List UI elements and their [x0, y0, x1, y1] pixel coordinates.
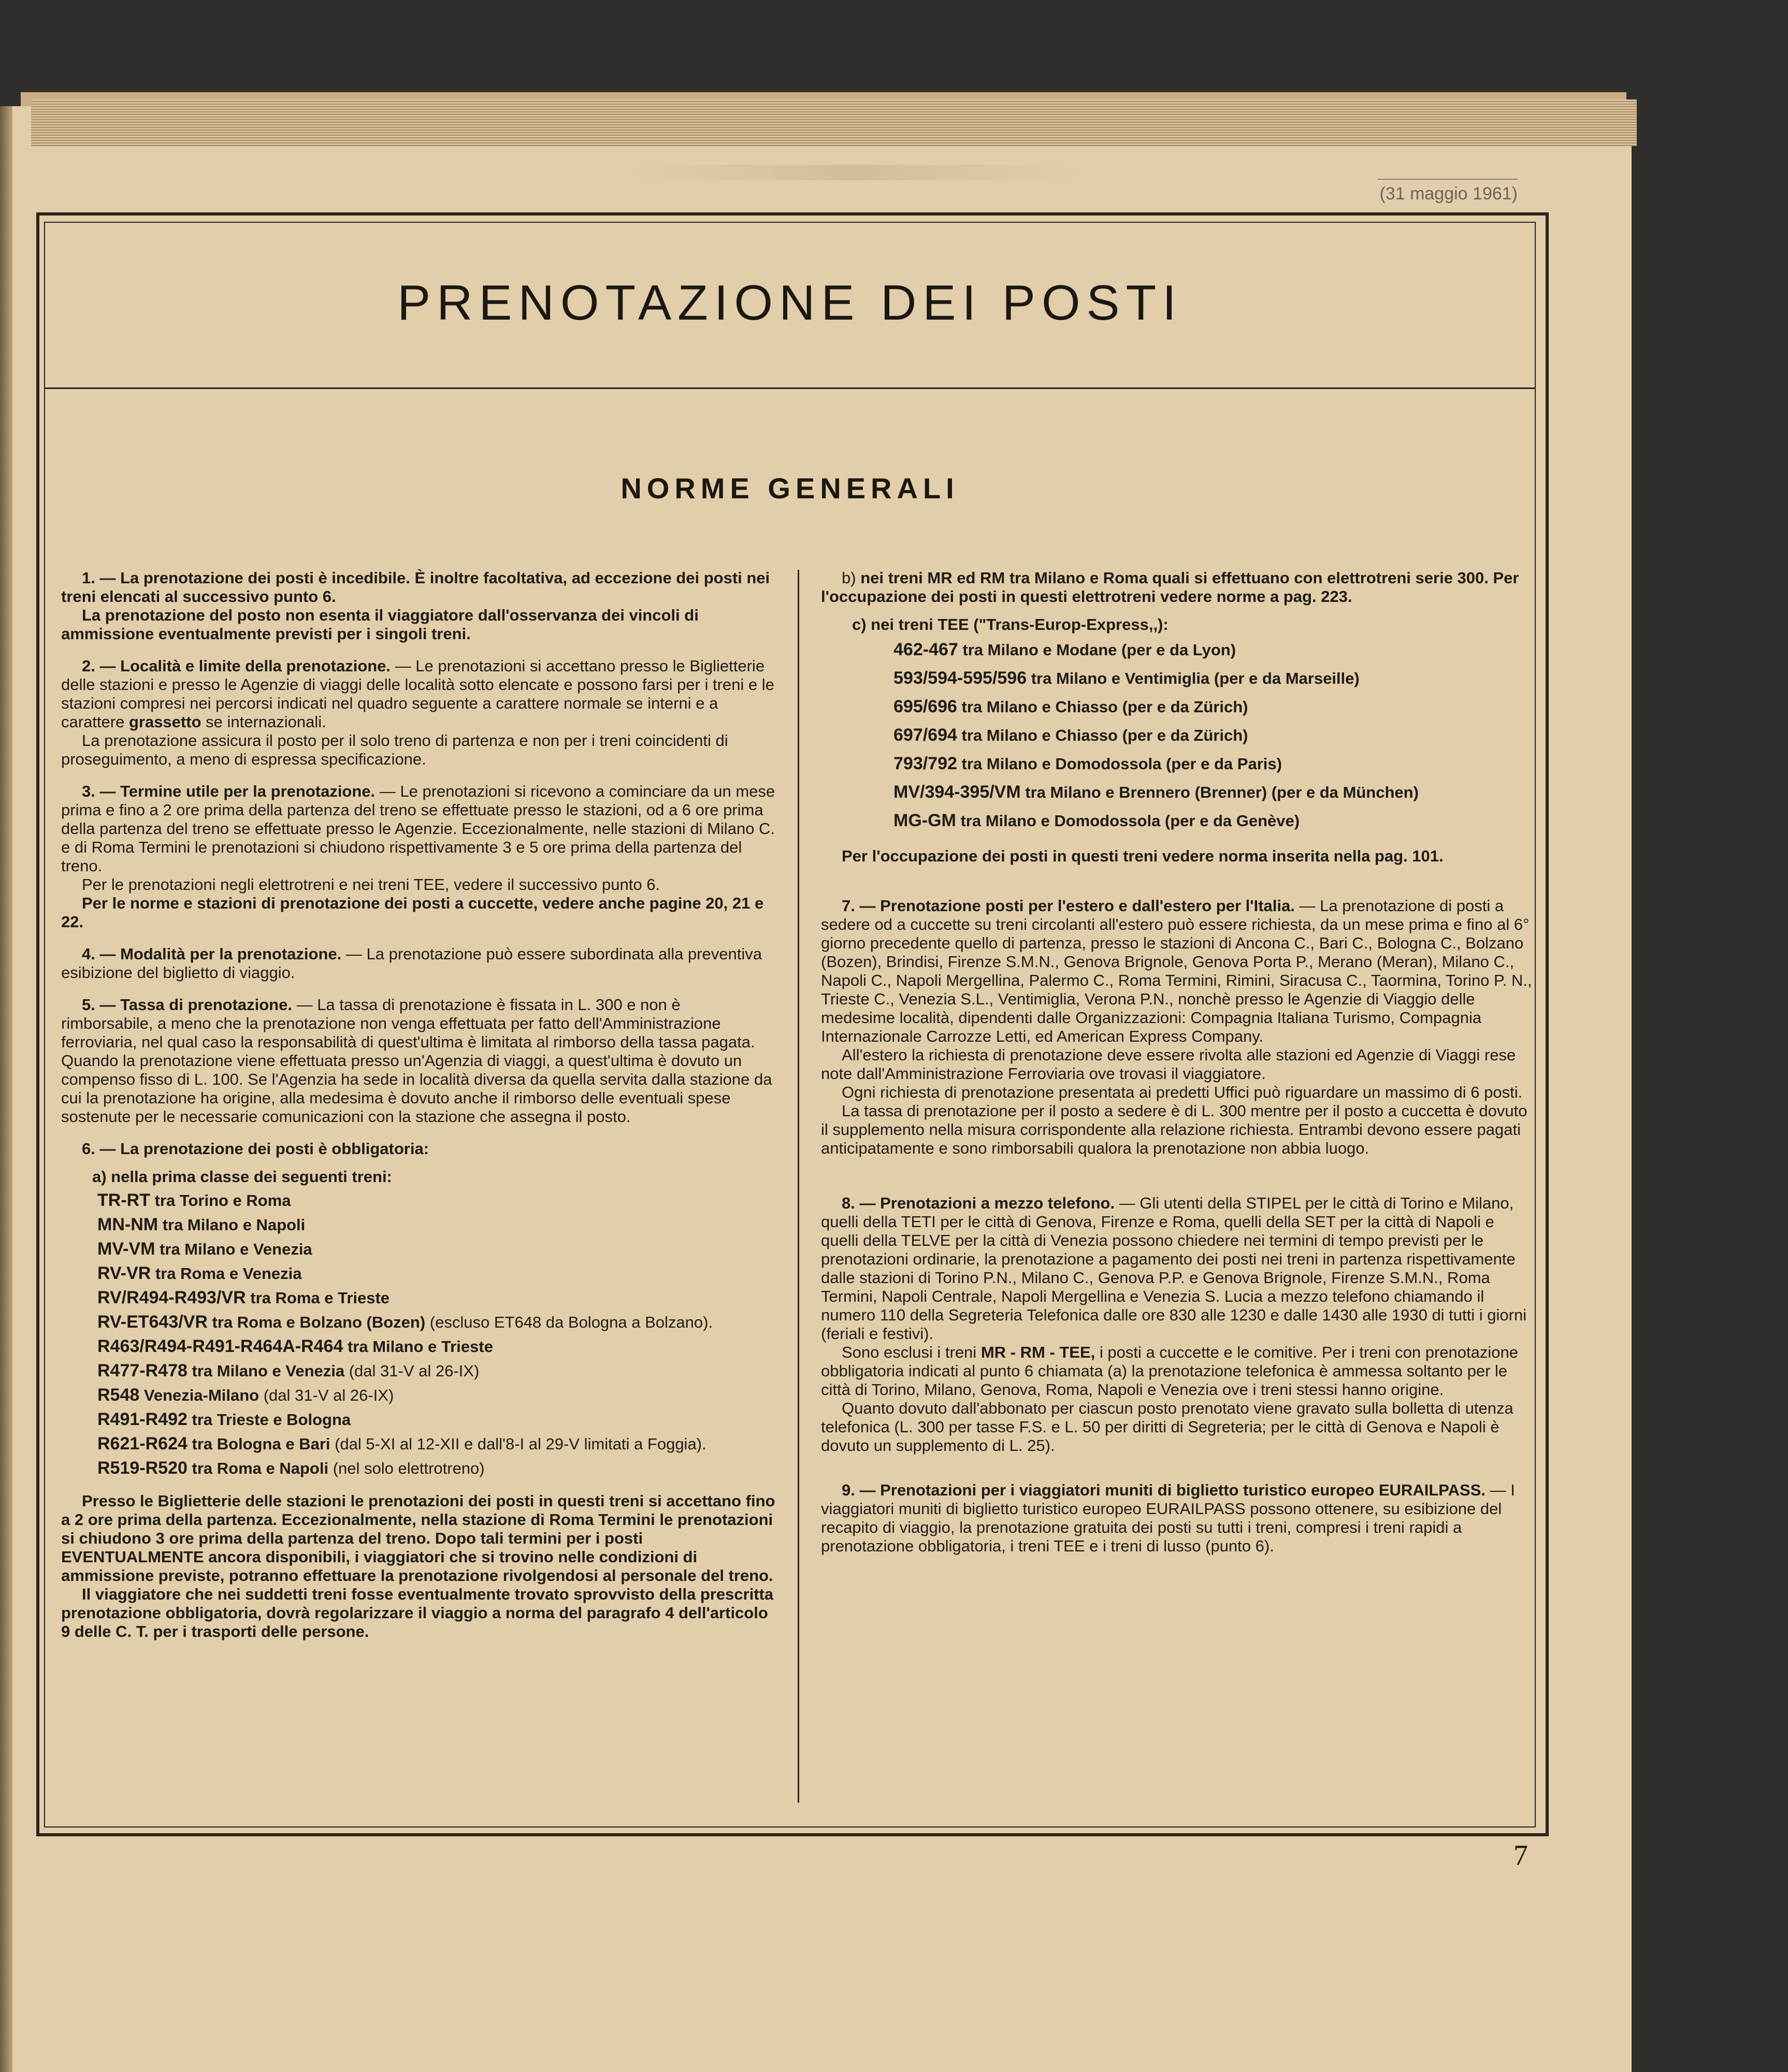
rule-7-p3: Ogni richiesta di prenotazione presentata ai predetti Uffici può riguardare un massimo di 6 posti.: [842, 1083, 1523, 1101]
train-route: tra Trieste e Bologna: [187, 1411, 351, 1429]
bleed-through: [622, 165, 1088, 180]
train-code: MN-NM: [97, 1215, 158, 1234]
rule-2-text-end: se internazionali.: [201, 713, 326, 731]
train-note: (dal 5-XI al 12-XII e dall'8-I al 29-V limitati a Foggia).: [330, 1435, 706, 1453]
train-code: R621-R624: [97, 1434, 188, 1454]
rule-7-text: — La prenotazione di posti a sedere od a cuccette su treni circolanti all'estero può essere richiesta, da un mese prima e fino al 6° giorno precedente quello di partenza, presso le stazioni di Ancona C., Bari C., Bologna C., Bolzano (Bozen), Brindisi, Firenze S.M.N., Genova Brignole, Genova Porta P., Merano (Meran), Milano C., Napoli C., Napoli Mergellina, Palermo C., Roma Termini, Rimini, Siracusa C., Taormina, Torino P. N., Trieste C., Venezia S.L., Ventimiglia, Verona P.N., nonchè presso le Agenzie di Viaggio delle medesime località, dipendenti dalle Organizzazioni: Compagnia Italiana Turismo, Compagnia Internazionale Carrozze Letti, ed American Express Company.: [821, 897, 1532, 1045]
first-class-train-list: [61, 1190, 776, 1478]
train-route: tra Roma e Napoli: [187, 1459, 329, 1477]
rule-6-heading: 6. — La prenotazione dei posti è obbligatoria:: [82, 1140, 429, 1158]
rule-6-c-label: c) nei treni TEE ("Trans-Europ-Express,,):: [852, 615, 1169, 634]
list-item: [97, 1215, 776, 1235]
date-note: (31 maggio 1961): [1362, 184, 1518, 204]
list-item: [97, 1312, 776, 1332]
rule-6-b-label: b): [842, 569, 861, 587]
section-title: NORME GENERALI: [621, 472, 959, 505]
rule-3-p2: Per le prenotazioni negli elettrotreni e nei treni TEE, vedere il successivo punto 6.: [82, 875, 660, 894]
rule-5-heading: 5. — Tassa di prenotazione.: [82, 996, 292, 1014]
rule-1-p2: La prenotazione del posto non esenta il viaggiatore dall'osservanza dei vincoli di ammissione eventualmente previsti per i singoli treni.: [61, 606, 699, 643]
page-title: PRENOTAZIONE DEI POSTI: [397, 275, 1183, 330]
train-code: MV/394-395/VM: [893, 782, 1021, 802]
tee-train-list: [821, 637, 1536, 833]
list-item: [97, 1385, 776, 1405]
train-code: R477-R478: [97, 1361, 188, 1380]
rule-3: [61, 782, 776, 875]
rule-7: [821, 897, 1536, 1046]
train-route: tra Milano e Domodossola (per e da Genève): [956, 812, 1300, 830]
rule-6-closing-1: Presso le Biglietterie delle stazioni le prenotazioni dei posti in questi treni si accettano fino a 2 ore prima della partenza. Eccezionalmente, nella stazione di Roma Termini le prenotazioni si chiudono 3 ore prima della partenza del treno. Dopo tali termini per i posti EVENTUALMENTE ancora disponibili, i viaggiatori che si trovino nelle condizioni di ammissione previste, potranno effettuare la prenotazione rivolgendosi al personale del treno.: [61, 1492, 775, 1585]
tee-note: Per l'occupazione dei posti in questi treni vedere norma inserita nella pag. 101.: [842, 847, 1444, 865]
list-item: [893, 637, 1536, 663]
left-column: [61, 569, 776, 1641]
rule-9-text: — I viaggiatori muniti di biglietto turistico europeo EURAILPASS possono ottenere, su esibizione del recapito di viaggio, la prenotazione gratuita dei posti su tutti i treni, compresi i treni rapidi a prenotazione obbligatoria, i treni TEE e i treni di lusso (punto 6).: [821, 1481, 1515, 1555]
list-item: [893, 694, 1536, 720]
rule-2-p2: La prenotazione assicura il posto per il solo treno di partenza e non per i treni coincidenti di proseguimento, a meno di espressa specificazione.: [61, 731, 728, 768]
train-code: RV-VR: [97, 1263, 151, 1283]
train-route: Venezia-Milano: [139, 1386, 259, 1404]
rule-3-heading: 3. — Termine utile per la prenotazione.: [82, 782, 376, 800]
train-code: 695/696: [893, 697, 957, 716]
train-code: R548: [97, 1385, 140, 1405]
train-route: tra Roma e Trieste: [246, 1289, 390, 1307]
rule-7-heading: 7. — Prenotazione posti per l'estero e dall'estero per l'Italia.: [842, 897, 1295, 915]
train-route: tra Roma e Bolzano (Bozen): [207, 1313, 426, 1331]
list-item: [893, 723, 1536, 748]
rule-6-a-label: a) nella prima classe dei seguenti treni:: [92, 1168, 392, 1186]
train-code: 793/792: [893, 754, 957, 773]
rule-9: [821, 1481, 1536, 1556]
train-code: 697/694: [893, 725, 957, 745]
train-route: tra Milano e Modane (per e da Lyon): [958, 641, 1236, 659]
train-note: (dal 31-V al 26-IX): [344, 1362, 480, 1380]
list-item: [97, 1434, 776, 1454]
rule-5: [61, 996, 776, 1126]
list-item: [97, 1239, 776, 1259]
rule-4-text: — La prenotazione può essere subordinata alla preventiva esibizione del biglietto di viaggio.: [61, 945, 762, 982]
rule-8-p2-bold: MR - RM - TEE,: [980, 1343, 1095, 1361]
train-code: R463/R494-R491-R464A-R464: [97, 1336, 343, 1356]
train-code: RV-ET643/VR: [97, 1312, 208, 1332]
column-divider: [798, 570, 799, 1803]
train-note: (nel solo elettrotreno): [328, 1459, 485, 1477]
list-item: [97, 1288, 776, 1308]
rule-3-p3: Per le norme e stazioni di prenotazione dei posti a cuccette, vedere anche pagine 20, 21 e 22.: [61, 894, 764, 931]
rule-6-b-text: nei treni MR ed RM tra Milano e Roma quali si effettuano con elettrotreni serie 300. Per l'occupazione dei posti in questi elettrotreni vedere norme a pag. 223.: [821, 569, 1519, 606]
rule-8-text: — Gli utenti della STIPEL per le città di Torino e Milano, quelli della TETI per le città di Genova, Firenze e Roma, quelli della SET per la città di Napoli e quelli della TELVE per la città di Venezia possono chiedere nei termini di tempo previsti per le prenotazioni ordinarie, la prenotazione a pagamento dei posti nei treni in partenza rispettivamente dalle stazioni di Torino P.N., Milano C., Genova P.P. e Genova Brignole, Firenze S.M.N., Roma Termini, Napoli Centrale, Napoli Mergellina e Venezia S. Lucia a mezzo telefono chiamando il numero 110 della Segreteria Telefonica dalle ore 830 alle 1230 e dalle 1430 alle 1930 di tutti i giorni (feriali e festivi).: [821, 1194, 1527, 1343]
book-spine: [0, 106, 12, 2072]
rule-8-p2-pre: Sono esclusi i treni: [842, 1343, 981, 1361]
train-route: tra Milano e Napoli: [158, 1216, 306, 1234]
right-column: [821, 569, 1536, 1556]
train-code: 462-467: [893, 640, 958, 659]
page-number: 7: [1513, 1839, 1528, 1872]
train-route: tra Bologna e Bari: [187, 1435, 330, 1453]
train-code: RV/R494-R493/VR: [97, 1288, 246, 1307]
rule-1: [61, 569, 776, 606]
list-item: [893, 751, 1536, 776]
train-note: (dal 31-V al 26-IX): [259, 1386, 394, 1404]
list-item: [893, 666, 1536, 691]
train-route: tra Roma e Venezia: [151, 1264, 302, 1283]
list-item: [97, 1409, 776, 1430]
train-route: tra Milano e Brennero (Brenner) (per e da München): [1020, 783, 1419, 801]
train-code: MG-GM: [893, 811, 956, 830]
train-code: 593/594-595/596: [893, 668, 1027, 688]
rule-7-p4: La tassa di prenotazione per il posto a sedere è di L. 300 mentre per il posto a cuccetta è dovuto il supplemento nella misura corrispondente alla relazione richiesta. Entrambi devono essere pagati anticipatamente e sono rimborsabili qualora la prenotazione non abbia luogo.: [821, 1102, 1527, 1157]
train-route: tra Milano e Domodossola (per e da Paris): [957, 755, 1282, 773]
train-route: tra Milano e Chiasso (per e da Zürich): [957, 698, 1248, 716]
rule-2-text: — Le prenotazioni si accettano presso le Biglietterie delle stazioni e presso le Agenzie di viaggi delle località sotto elencate e possono farsi per i treni e le stazioni compresi nei percorsi indicati nel quadro seguente a carattere normale se interni e a carattere: [61, 657, 774, 731]
list-item: [893, 780, 1536, 805]
page-stack: [31, 99, 1637, 146]
train-route: tra Milano e Trieste: [343, 1337, 493, 1356]
train-route: tra Torino e Roma: [150, 1191, 291, 1210]
rule-8-p2: [821, 1343, 1536, 1399]
rule-4: [61, 945, 776, 982]
list-item: [97, 1190, 776, 1211]
rule-8-p3: Quanto dovuto dall'abbonato per ciascun posto prenotato viene gravato sulla bolletta di utenza telefonica (L. 300 per tasse F.S. e L. 50 per diritti di Segreteria; per le città di Genova e Napoli è dovuto un supplemento di L. 25).: [821, 1399, 1513, 1455]
rule-6-closing-2: Il viaggiatore che nei suddetti treni fosse eventualmente trovato sprovvisto della prescritta prenotazione obbligatoria, dovrà regolarizzare il viaggio a norma del paragrafo 4 dell'articolo 9 delle C. T. per i trasporti delle persone.: [61, 1585, 774, 1641]
rule-1-text: È inoltre facoltativa, ad eccezione dei posti nei treni elencati al successivo punto 6.: [61, 569, 770, 606]
train-route: tra Milano e Ventimiglia (per e da Marseille): [1027, 669, 1360, 687]
list-item: [97, 1361, 776, 1381]
rule-4-heading: 4. — Modalità per la prenotazione.: [82, 945, 342, 963]
train-code: TR-RT: [97, 1190, 150, 1210]
rule-1-heading: 1. — La prenotazione dei posti è incedibile.: [82, 569, 410, 587]
rule-6-b: [821, 569, 1536, 606]
list-item: [97, 1263, 776, 1284]
rule-2-heading: 2. — Località e limite della prenotazione.: [82, 657, 391, 675]
rule-7-p2: All'estero la richiesta di prenotazione deve essere rivolta alle stazioni ed Agenzie di Viaggi rese note dall'Amministrazione Ferroviaria ove trovasi il viaggiatore.: [821, 1046, 1516, 1083]
rule-2: [61, 657, 776, 731]
train-route: tra Milano e Chiasso (per e da Zürich): [957, 726, 1248, 744]
rule-3-text: — Le prenotazioni si ricevono a cominciare da un mese prima e fino a 2 ore prima della partenza del treno se effettuate presso le stazioni, od a 6 ore prima della partenza del treno se effettuate presso le Agenzie. Eccezionalmente, nelle stazioni di Milano C. e di Roma Termini le prenotazioni si chiudono rispettivamente 3 e 5 ore prima della partenza del treno.: [61, 782, 775, 875]
train-route: tra Milano e Venezia: [187, 1362, 345, 1380]
train-note: (escluso ET648 da Bologna a Bolzano).: [425, 1313, 713, 1331]
rule-5-text: — La tassa di prenotazione è fissata in L. 300 e non è rimborsabile, a meno che la prenotazione non venga effettuata per fatto dell'Amministrazione ferroviaria, nel qual caso la responsabilità di quest'ultima è limitata al rimborso della tassa pagata. Quando la prenotazione viene effettuata presso un'Agenzia di viaggi, a quest'ultima è dovuto un compenso fisso di L. 100. Se l'Agenzia ha sede in località diversa da quella servita dalla stazione da cui la prenotazione ha origine, alla medesima è dovuto anche il rimborso delle eventuali spese sostenute per le necessarie comunicazioni con la stazione che assegna il posto.: [61, 996, 772, 1126]
list-item: [97, 1458, 776, 1478]
train-code: R519-R520: [97, 1458, 188, 1478]
title-rule: [44, 387, 1536, 389]
list-item: [97, 1336, 776, 1357]
rule-2-bold: grassetto: [128, 713, 201, 731]
list-item: [893, 808, 1536, 833]
train-code: R491-R492: [97, 1409, 188, 1429]
rule-8-heading: 8. — Prenotazioni a mezzo telefono.: [842, 1194, 1115, 1212]
rule-9-heading: 9. — Prenotazioni per i viaggiatori muniti di biglietto turistico europeo EURAILPASS.: [842, 1481, 1486, 1499]
rule-8-p2-post: i posti a cuccette e le comitive. Per i treni con prenotazione obbligatoria indicati al punto 6 chiamata (a) la prenotazione telefonica è ammessa soltanto per le città di Torino, Milano, Genova, Roma, Napoli e Venezia ove i treni stessi hanno origine.: [821, 1343, 1518, 1399]
train-code: MV-VM: [97, 1239, 155, 1259]
train-route: tra Milano e Venezia: [155, 1240, 312, 1258]
rule-8: [821, 1194, 1536, 1343]
